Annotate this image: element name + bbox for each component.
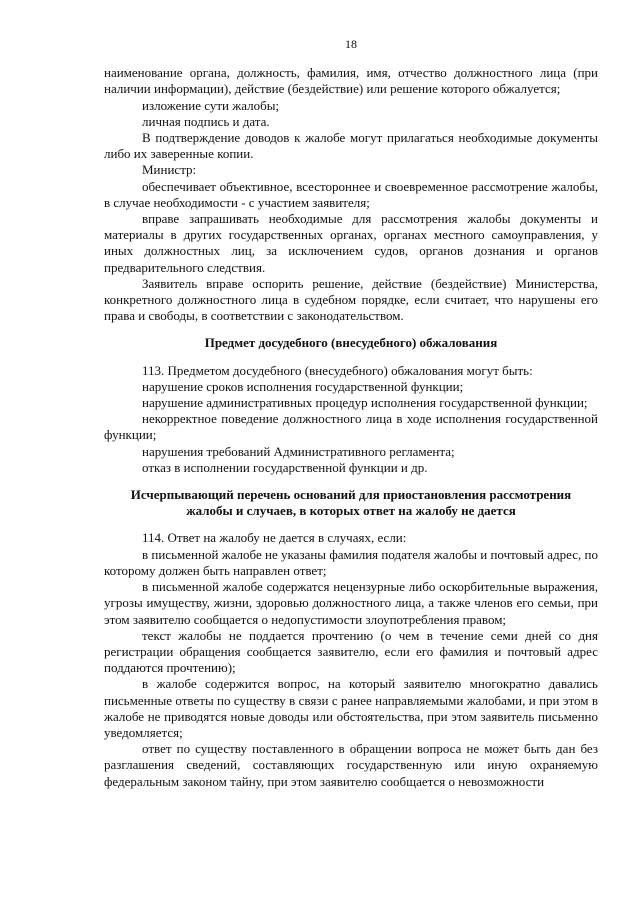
paragraph: обеспечивает объективное, всестороннее и своевременное рассмотрение жалобы, в случае необходимости - с участием заявителя; xyxy=(104,178,598,210)
document-page xyxy=(104,36,598,790)
paragraph: 114. Ответ на жалобу не дается в случаях, если: xyxy=(142,530,407,546)
paragraph: Министр: xyxy=(142,162,197,178)
paragraph: 113. Предметом досудебного (внесудебного) обжалования могут быть: xyxy=(142,362,533,378)
paragraph: нарушение административных процедур исполнения государственной функции; xyxy=(142,395,588,411)
paragraph: ответ по существу поставленного в обращении вопроса не может быть дан без разглашения сведений, составляющих государственную или иную охраняемую федеральным законом тайну, при этом заявителю сообщается о невозможности xyxy=(104,741,598,789)
section-heading-114 xyxy=(104,487,598,519)
paragraph: в жалобе содержится вопрос, на который заявителю многократно давались письменные ответы по существу в связи с ранее направляемыми жалобами, и при этом в жалобе не приводятся новые доводы или обстоятельства, при этом заявитель письменно уведомляется; xyxy=(104,676,598,740)
paragraph: текст жалобы не поддается прочтению (о чем в течение семи дней со дня регистрации обращения сообщается заявителю, если его фамилия и почтовый адрес поддаются прочтению); xyxy=(104,627,598,676)
paragraph: нарушение сроков исполнения государственной функции; xyxy=(142,378,464,394)
section-heading-line: жалобы и случаев, в которых ответ на жалобу не дается xyxy=(186,503,516,519)
paragraph: В подтверждение доводов к жалобе могут прилагаться необходимые документы либо их заверенные копии. xyxy=(104,130,598,162)
paragraph: наименование органа, должность, фамилия, имя, отчество должностного лица (при наличии информации), действие (бездействие) или решение которого обжалуется; xyxy=(104,65,598,97)
paragraph: личная подпись и дата. xyxy=(142,113,270,129)
paragraph: Заявитель вправе оспорить решение, действие (бездействие) Министерства, конкретного должностного лица в судебном порядке, если считает, что нарушены его права и свободы, в соответствии с законодательством. xyxy=(104,275,598,324)
paragraph: в письменной жалобе содержатся нецензурные либо оскорбительные выражения, угрозы имуществу, жизни, здоровью должностного лица, а также членов его семьи, при этом заявителю сообщается о недопустимости злоупотребления правом; xyxy=(104,579,598,627)
page-number: 18 xyxy=(345,37,357,51)
section-heading-113: Предмет досудебного (внесудебного) обжалования xyxy=(204,335,498,351)
paragraph: некорректное поведение должностного лица в ходе исполнения государственной функции; xyxy=(104,411,598,443)
paragraph: отказ в исполнении государственной функции и др. xyxy=(142,459,428,475)
paragraph: в письменной жалобе не указаны фамилия подателя жалобы и почтовый адрес, по которому должен быть направлен ответ; xyxy=(104,546,598,578)
section-heading-line: Исчерпывающий перечень оснований для приостановления рассмотрения xyxy=(130,487,572,503)
paragraph: нарушения требований Административного регламента; xyxy=(142,443,455,459)
paragraph: изложение сути жалобы; xyxy=(142,97,280,113)
paragraph: вправе запрашивать необходимые для рассмотрения жалобы документы и материалы в других государственных органах, органах местного самоуправления, у иных должностных лиц, за исключением судов, органов дознания и органов предварительного следствия. xyxy=(104,211,598,275)
